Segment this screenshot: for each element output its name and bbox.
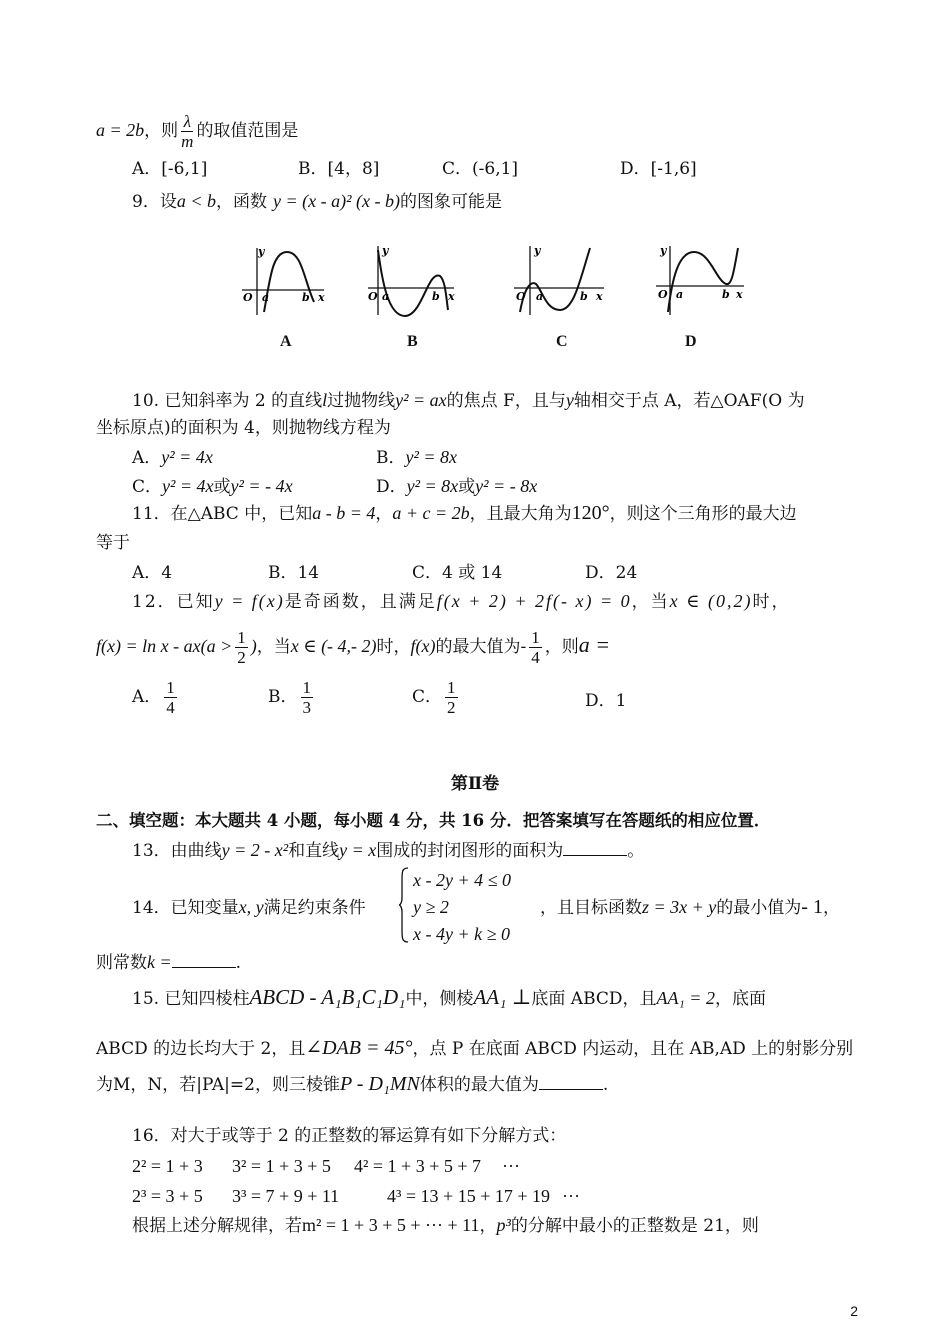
q11-sep: ，: [375, 504, 393, 524]
q12-text-b: 是奇函数，且满足: [284, 592, 437, 612]
graph-c-x-label: x: [596, 290, 603, 303]
q8-text: ，则: [144, 121, 179, 141]
q14-objective: z = 3x + y: [642, 897, 717, 917]
q15-line-3: [96, 1072, 608, 1097]
q15-line-1: [132, 985, 766, 1011]
q14-stem-2: [540, 895, 840, 920]
q10-line-1: [132, 388, 805, 413]
q12-text-h: ，则: [544, 637, 579, 657]
graph-d-b-label: b: [722, 288, 730, 301]
q14-answer-blank[interactable]: [172, 951, 236, 968]
q12-option-b-label: B．: [268, 687, 298, 707]
q12-quarter-fraction: [529, 628, 542, 667]
q16-last-line: [132, 1213, 759, 1238]
graph-d-label: D: [685, 333, 697, 350]
lambda-over-m-fraction: [181, 112, 193, 151]
q8-condition-line: [96, 112, 298, 151]
q15-text-h: 体积的最大值为: [419, 1075, 539, 1095]
q10-option-c-math-1: y² = 4x: [162, 476, 214, 496]
q16-sum: m² = 1 + 3 + 5 + ··· + 11: [302, 1215, 480, 1235]
fraction-numerator: λ: [181, 112, 193, 132]
q14-text-d: 的最小值为: [716, 898, 802, 918]
q13-stem: [132, 838, 644, 863]
graph-d: [648, 240, 748, 320]
q13-text-c: 围成的封闭图形的面积为: [376, 841, 564, 861]
q14-brace: [398, 866, 410, 944]
q11-option-c: C．4 或 14: [412, 563, 503, 583]
graph-c: [508, 240, 608, 320]
q15-text-g: 为M，N，若|PA|=2，则三棱锥: [96, 1075, 340, 1095]
section-title: 第Ⅱ卷: [450, 774, 500, 794]
q12-math-1: y = f(x): [214, 591, 285, 611]
graph-c-origin: O: [516, 290, 526, 303]
fraction-numerator: 1: [531, 628, 540, 647]
q13-text-a: 13．由曲线: [132, 841, 222, 861]
graph-b-origin: O: [368, 290, 378, 303]
q15-line-2: [96, 1036, 853, 1061]
q14-min-value: - 1: [801, 896, 823, 918]
q15-text-c: 底面 ABCD，且: [531, 989, 657, 1009]
graph-c-y-label: y: [534, 244, 541, 257]
q12-fx: f(x): [410, 636, 436, 656]
q14-constraint-2: y ≥ 2: [413, 897, 449, 917]
graph-a-label: A: [280, 333, 292, 350]
q12-option-a-label: A．: [132, 687, 162, 707]
q16-square-4: 4² = 1 + 3 + 5 + 7: [354, 1156, 482, 1176]
q14-text-g: .: [235, 953, 242, 973]
q15-answer-blank[interactable]: [539, 1073, 603, 1090]
q10-option-b-label: B．: [376, 448, 406, 468]
q12-function-def-end: ): [250, 636, 257, 656]
q11-text-b: ，且最大角为: [469, 504, 572, 524]
q9-text-2: 的图象可能是: [399, 192, 502, 212]
q10-text-b: 过抛物线: [327, 391, 396, 411]
fraction-denominator: 2: [237, 648, 246, 667]
fraction-denominator: 3: [302, 698, 311, 717]
fraction-denominator: 4: [166, 698, 175, 717]
q10-line-2: 坐标原点)的面积为 4，则抛物线方程为: [96, 418, 391, 438]
q10-option-c-label: C．: [132, 477, 163, 497]
q9-function: y = (x - a)² (x - b): [272, 191, 400, 211]
q15-text-a: 15. 已知四棱柱: [132, 989, 250, 1009]
q14-k-equals: k =: [147, 952, 172, 972]
q11-stem: [132, 501, 797, 526]
fraction-denominator: m: [181, 132, 194, 151]
q9-text: ，函数: [215, 192, 267, 212]
q12-text-e: ，当: [256, 637, 291, 657]
q10-option-a-label: A．: [132, 448, 162, 468]
q11-option-a: A．4: [132, 563, 173, 583]
q10-parabola: y² = ax: [395, 390, 447, 410]
graph-b: [360, 240, 460, 320]
q10-text-c: 的焦点 F，且与: [446, 391, 566, 411]
q15-edge-length: AA₁ = 2: [656, 988, 715, 1008]
page-number: 2: [850, 1303, 858, 1319]
q14-text-b: 满足约束条件: [263, 898, 366, 918]
graph-d-y-label: y: [660, 244, 667, 257]
graph-c-b-label: b: [580, 290, 588, 303]
q16-cube-3: 3³ = 7 + 9 + 11: [232, 1186, 340, 1206]
graph-d-x-label: x: [736, 288, 743, 301]
q15-text-i: .: [602, 1075, 609, 1095]
graph-d-a-label: a: [676, 288, 684, 301]
graph-a-a-label: a: [262, 291, 270, 304]
q12-neg-sign: -: [520, 637, 527, 657]
fraction-denominator: 2: [447, 698, 456, 717]
q15-text-f: ，点 P 在底面 ABCD 内运动，且在 AB,AD 上的射影分别: [412, 1039, 854, 1059]
q12-line-2: [96, 628, 610, 667]
q12-text-f: 时，: [376, 637, 411, 657]
fraction-numerator: 1: [237, 628, 246, 647]
graph-b-x-label: x: [448, 290, 455, 303]
q14-text-c: ，且目标函数: [540, 898, 642, 918]
graph-d-origin: O: [658, 288, 668, 301]
q12-a-equals: a =: [578, 632, 611, 657]
q9-stem: [132, 189, 502, 214]
q13-text-b: 和直线: [288, 841, 340, 861]
graph-a-b-label: b: [302, 291, 310, 304]
q15-prism: ABCD - A₁B₁C₁D₁: [249, 985, 406, 1009]
q12-option-c: [412, 678, 461, 717]
q12-option-d: D．1: [585, 691, 627, 711]
q11-line-2: 等于: [96, 533, 130, 553]
graph-a: [232, 240, 332, 320]
q14-constraint-1: x - 2y + 4 ≤ 0: [413, 870, 511, 890]
q15-text-d: ，底面: [714, 989, 766, 1009]
q12-interval: x ∈ (- 4,- 2): [290, 636, 377, 656]
q13-text-d: 。: [627, 841, 645, 861]
q10-option-b-math: y² = 8x: [405, 447, 458, 467]
q13-answer-blank[interactable]: [563, 839, 627, 856]
q13-curve: y = 2 - x²: [221, 840, 289, 860]
q15-text-e: ABCD 的边长均大于 2，且: [96, 1039, 306, 1059]
q9-number: 9．设: [132, 192, 177, 212]
q14-text-f: 则常数: [96, 953, 147, 973]
q12-half-fraction: [235, 628, 248, 667]
q16-ellipsis-1: ···: [502, 1156, 520, 1176]
graph-a-x-label: x: [318, 291, 325, 304]
q10-option-c-math-2: y² = - 4x: [230, 476, 293, 496]
q15-pyramid: P - D₁MN: [339, 1073, 420, 1095]
q10-or-2: 或: [458, 477, 476, 497]
q12-option-b-fraction: [301, 678, 314, 717]
q12-text-a: 12．已知: [132, 592, 215, 612]
q10-option-a: [132, 445, 213, 470]
q10-line-l: l: [322, 390, 328, 410]
q16-p-cubed: p³: [496, 1215, 511, 1235]
q14-constraint-3: x - 4y + k ≥ 0: [413, 924, 510, 944]
fraction-numerator: 1: [302, 678, 311, 697]
q16-text-c: 的分解中最小的正整数是 21，则: [510, 1216, 759, 1236]
q14-variables: x, y: [238, 897, 264, 917]
q16-square-3: 3² = 1 + 3 + 5: [232, 1156, 331, 1176]
q12-text-c: ，当: [631, 592, 670, 612]
graph-b-label: B: [407, 333, 418, 350]
q10-y-axis: y: [565, 390, 574, 410]
q11-text-c: ，则这个三角形的最大边: [609, 504, 797, 524]
q12-option-b: [268, 678, 316, 717]
q16-stem: 16．对大于或等于 2 的正整数的幂运算有如下分解方式：: [132, 1126, 567, 1146]
q10-option-d-math-1: y² = 8x: [406, 476, 459, 496]
q9-condition: a < b: [176, 191, 216, 211]
graph-b-a-label: a: [382, 290, 390, 303]
fraction-numerator: 1: [166, 678, 175, 697]
q15-text-b: 中，侧棱: [405, 989, 474, 1009]
graph-a-origin: O: [243, 291, 253, 304]
q10-option-d: [376, 474, 537, 499]
q8-option-b: B．[4，8]: [298, 159, 380, 179]
q10-option-d-math-2: y² = - 8x: [475, 476, 538, 496]
graph-a-y-label: y: [258, 245, 265, 258]
q10-text-d: 轴相交于点 A，若△OAF(O 为: [573, 391, 805, 411]
q8-option-d: D．[-1,6]: [620, 159, 697, 179]
q11-option-b: B．14: [268, 563, 320, 583]
q8-text-2: 的取值范围是: [196, 121, 299, 141]
q11-text-a: 11．在△ABC 中，已知: [132, 504, 313, 524]
q8-option-a: A．[-6,1]: [132, 159, 208, 179]
q14-stem: [132, 895, 366, 920]
q14-text-e: ，: [822, 898, 840, 918]
q16-square-2: 2² = 1 + 3: [132, 1156, 203, 1176]
q12-line-1: [132, 589, 790, 614]
q16-cube-4: 4³ = 13 + 15 + 17 + 19: [387, 1186, 551, 1206]
q11-angle: 120°: [571, 502, 610, 524]
q12-math-2: f(x + 2) + 2f(- x) = 0: [436, 591, 632, 611]
q12-text-d: 时，: [752, 592, 791, 612]
q15-edge-perp: AA₁ ⊥: [473, 985, 532, 1009]
q10-text-a: 10. 已知斜率为 2 的直线: [132, 391, 323, 411]
q11-math-2: a + c = 2b: [392, 503, 470, 523]
q10-option-b: [376, 445, 457, 470]
q16-cube-2: 2³ = 3 + 5: [132, 1186, 203, 1206]
vector-equation: a = 2b: [96, 120, 145, 140]
q16-text-b: ，: [479, 1216, 497, 1236]
q14-line-2: [96, 950, 241, 975]
q14-text-a: 14．已知变量: [132, 898, 239, 918]
q10-or: 或: [213, 477, 231, 497]
graph-c-a-label: a: [536, 290, 544, 303]
q16-ellipsis-2: ···: [562, 1186, 580, 1206]
graph-b-y-label: y: [382, 244, 389, 257]
q12-option-a: [132, 678, 180, 717]
fraction-denominator: 4: [531, 648, 540, 667]
q12-option-a-fraction: [164, 678, 177, 717]
q12-option-c-label: C．: [412, 687, 443, 707]
q12-math-3: x ∈ (0,2): [669, 591, 753, 611]
q12-option-c-fraction: [445, 678, 458, 717]
q10-option-a-math: y² = 4x: [161, 447, 213, 467]
q12-function-def: f(x) = ln x - ax(a >: [96, 636, 233, 656]
q10-option-c: [132, 474, 293, 499]
graph-c-label: C: [556, 333, 568, 350]
section-heading: 二、填空题：本大题共 4 小题，每小题 4 分，共 16 分．把答案填写在答题纸的相应位置．: [96, 811, 771, 830]
q11-option-d: D．24: [585, 563, 638, 583]
graph-b-b-label: b: [432, 290, 440, 303]
fraction-numerator: 1: [447, 678, 456, 697]
q8-option-c: C．(-6,1]: [442, 159, 519, 179]
q15-angle: ∠DAB = 45°: [305, 1037, 413, 1059]
q16-text-a: 根据上述分解规律，若: [132, 1216, 302, 1236]
q13-line: y = x: [339, 840, 377, 860]
q10-option-d-label: D．: [376, 477, 407, 497]
q12-text-g: 的最大值为: [435, 637, 521, 657]
q11-math-1: a - b = 4: [312, 503, 376, 523]
